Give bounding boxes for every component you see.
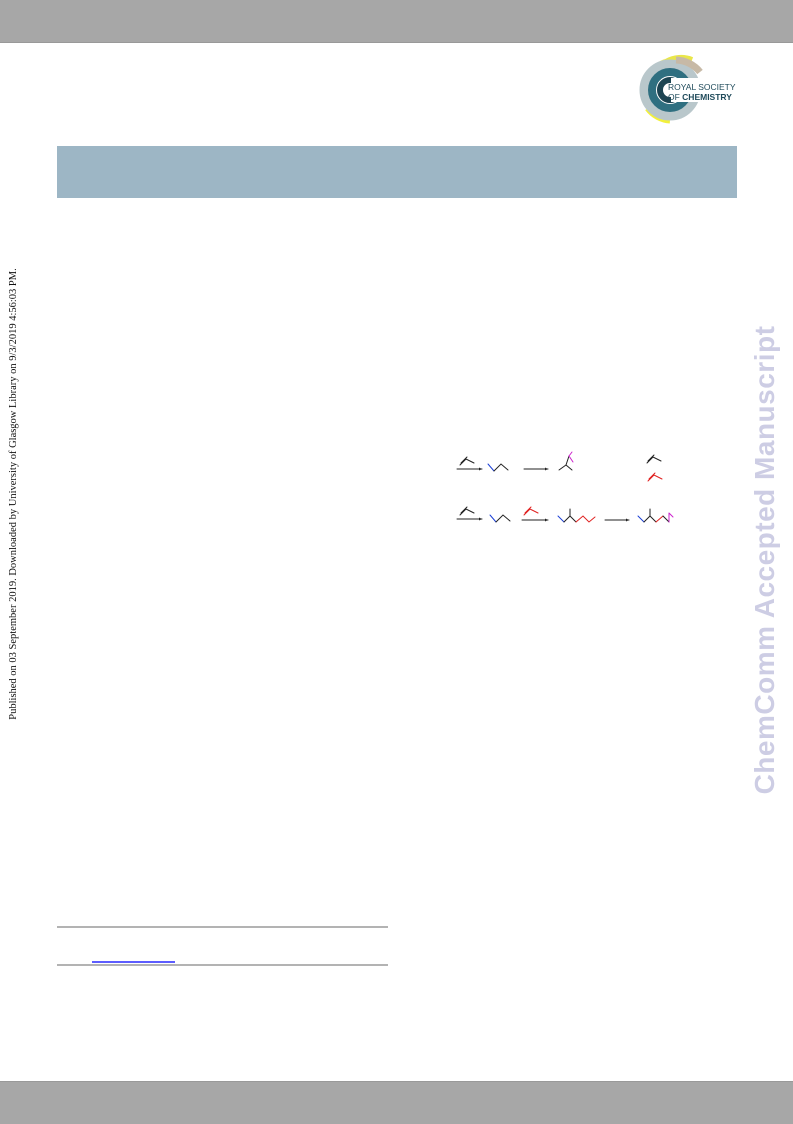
reagent-alkene	[524, 507, 538, 515]
reagent-alkene	[460, 507, 474, 515]
publication-side-note: Published on 03 September 2019. Downloaded by University of Glasgow Library on 9/3/2019 4:56:03 PM.	[8, 268, 19, 720]
bottom-bar	[0, 1081, 793, 1124]
product-chain	[490, 515, 496, 522]
scheme-row-1	[457, 452, 662, 481]
rsc-logo-text	[668, 82, 736, 102]
logo-line-2-bold: CHEMISTRY	[682, 92, 732, 102]
product-chain	[559, 465, 572, 470]
logo-line-2	[668, 92, 736, 102]
product-chain	[558, 516, 564, 522]
logo-line-1: ROYAL SOCIETY	[668, 82, 736, 92]
reagent-alkene	[460, 457, 474, 465]
accepted-manuscript-watermark: ChemComm Accepted Manuscript	[749, 325, 780, 795]
footnote-rule-bottom	[57, 964, 388, 966]
top-bar	[0, 0, 793, 43]
scheme-row-2	[457, 507, 673, 522]
product-chain	[488, 464, 494, 471]
product-chain	[638, 516, 644, 522]
journal-header-band	[57, 146, 737, 198]
reagent-alkene	[647, 455, 661, 463]
reaction-scheme	[452, 448, 692, 538]
reagent-alkene	[648, 473, 662, 481]
footnote-rule-top	[57, 926, 388, 928]
doi-link-underline[interactable]	[92, 961, 175, 963]
logo-line-2-prefix: OF	[668, 92, 683, 102]
